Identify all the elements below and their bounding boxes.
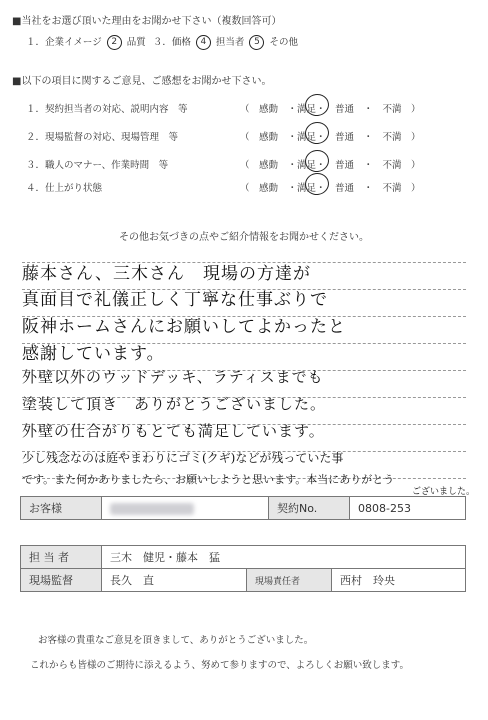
scale-satisfied[interactable]: 満足 — [297, 160, 317, 171]
contract-label: 契約No. — [269, 497, 350, 520]
q1-options — [26, 34, 298, 50]
handwritten-line: 阪神ホームさんにお願いしてよかったと — [22, 317, 346, 337]
kantoku-value: 長久 直 — [102, 569, 247, 592]
sekinin-value: 西村 玲央 — [332, 569, 466, 592]
scale-satisfied[interactable]: 満足 — [297, 104, 317, 115]
customer-table — [20, 496, 466, 520]
footer-line-2: これからも皆様のご期待に添えるよう、努めて参りますので、よろしくお願い致します。 — [30, 660, 410, 671]
kantoku-label: 現場監督 — [21, 569, 102, 592]
option-number-5[interactable]: 5 — [249, 35, 264, 50]
handwritten-line: 外壁の仕合がりもとても満足しています。 — [22, 422, 325, 440]
tanto-label: 担 当 者 — [21, 546, 102, 569]
option-price[interactable]: ３．価格 — [152, 37, 191, 48]
handwritten-line: 塗装して頂き ありがとうございました。 — [22, 395, 327, 413]
handwritten-line: 少し残念なのは庭やまわりにゴミ(クギ)などが残っていた事 — [22, 451, 344, 465]
handwritten-line: です。また何かありましたら、お願いしようと思います。本当にありがとう — [22, 473, 395, 486]
staff-table — [20, 545, 466, 592]
footer-line-1: お客様の貴重なご意見を頂きまして、ありがとうございました。 — [38, 635, 314, 646]
handwritten-line: ございました。 — [412, 487, 476, 497]
tanto-value: 三木 健児・藤本 猛 — [102, 546, 466, 569]
handwritten-line: 藤本さん、三木さん 現場の方達が — [22, 264, 312, 284]
q2-scale-2[interactable]: （ 感動 ・満足・ 普通 ・ 不満 ） — [240, 132, 421, 143]
option-number-2[interactable]: 2 — [107, 35, 122, 50]
customer-label: お客様 — [21, 497, 102, 520]
option-corporate-image[interactable]: １．企業イメージ — [26, 37, 102, 48]
handwritten-line: 感謝しています。 — [22, 344, 165, 364]
q2-title: ■以下の項目に関するご意見、ご感想をお聞かせ下さい。 — [12, 76, 272, 87]
option-other[interactable]: その他 — [269, 37, 298, 48]
q1-title: ■当社をお選び頂いた理由をお聞かせ下さい（複数回答可） — [12, 16, 282, 27]
q2-scale-4[interactable]: （ 感動 ・満足・ 普通 ・ 不満 ） — [240, 183, 421, 194]
q2-item-1: １．契約担当者の対応、説明内容 等 — [26, 104, 188, 115]
handwritten-line: 外壁以外のウッドデッキ、ラティスまでも — [22, 368, 324, 386]
sekinin-label: 現場責任者 — [247, 569, 332, 592]
q2-scale-3[interactable]: （ 感動 ・満足・ 普通 ・ 不満 ） — [240, 160, 421, 171]
q2-scale-1[interactable]: （ 感動 ・満足・ 普通 ・ 不満 ） — [240, 104, 421, 115]
handwritten-line: 真面目で礼儀正しく丁寧な仕事ぶりで — [22, 290, 328, 310]
scale-satisfied[interactable]: 満足 — [297, 132, 317, 143]
q2-item-2: ２．現場監督の対応、現場管理 等 — [26, 132, 179, 143]
option-staff[interactable]: 担当者 — [215, 37, 245, 48]
redacted-name — [110, 503, 194, 515]
scale-satisfied[interactable]: 満足 — [297, 183, 317, 194]
option-quality[interactable]: 品質 — [126, 37, 146, 48]
q2-item-3: ３．職人のマナー、作業時間 等 — [26, 160, 169, 171]
customer-name — [102, 497, 269, 520]
q2-item-4: ４．仕上がり状態 — [26, 183, 103, 194]
contract-number: 0808-253 — [350, 497, 466, 520]
option-number-4[interactable]: 4 — [196, 35, 211, 50]
comment-prompt: その他お気づきの点やご紹介情報をお聞かせください。 — [119, 232, 369, 243]
